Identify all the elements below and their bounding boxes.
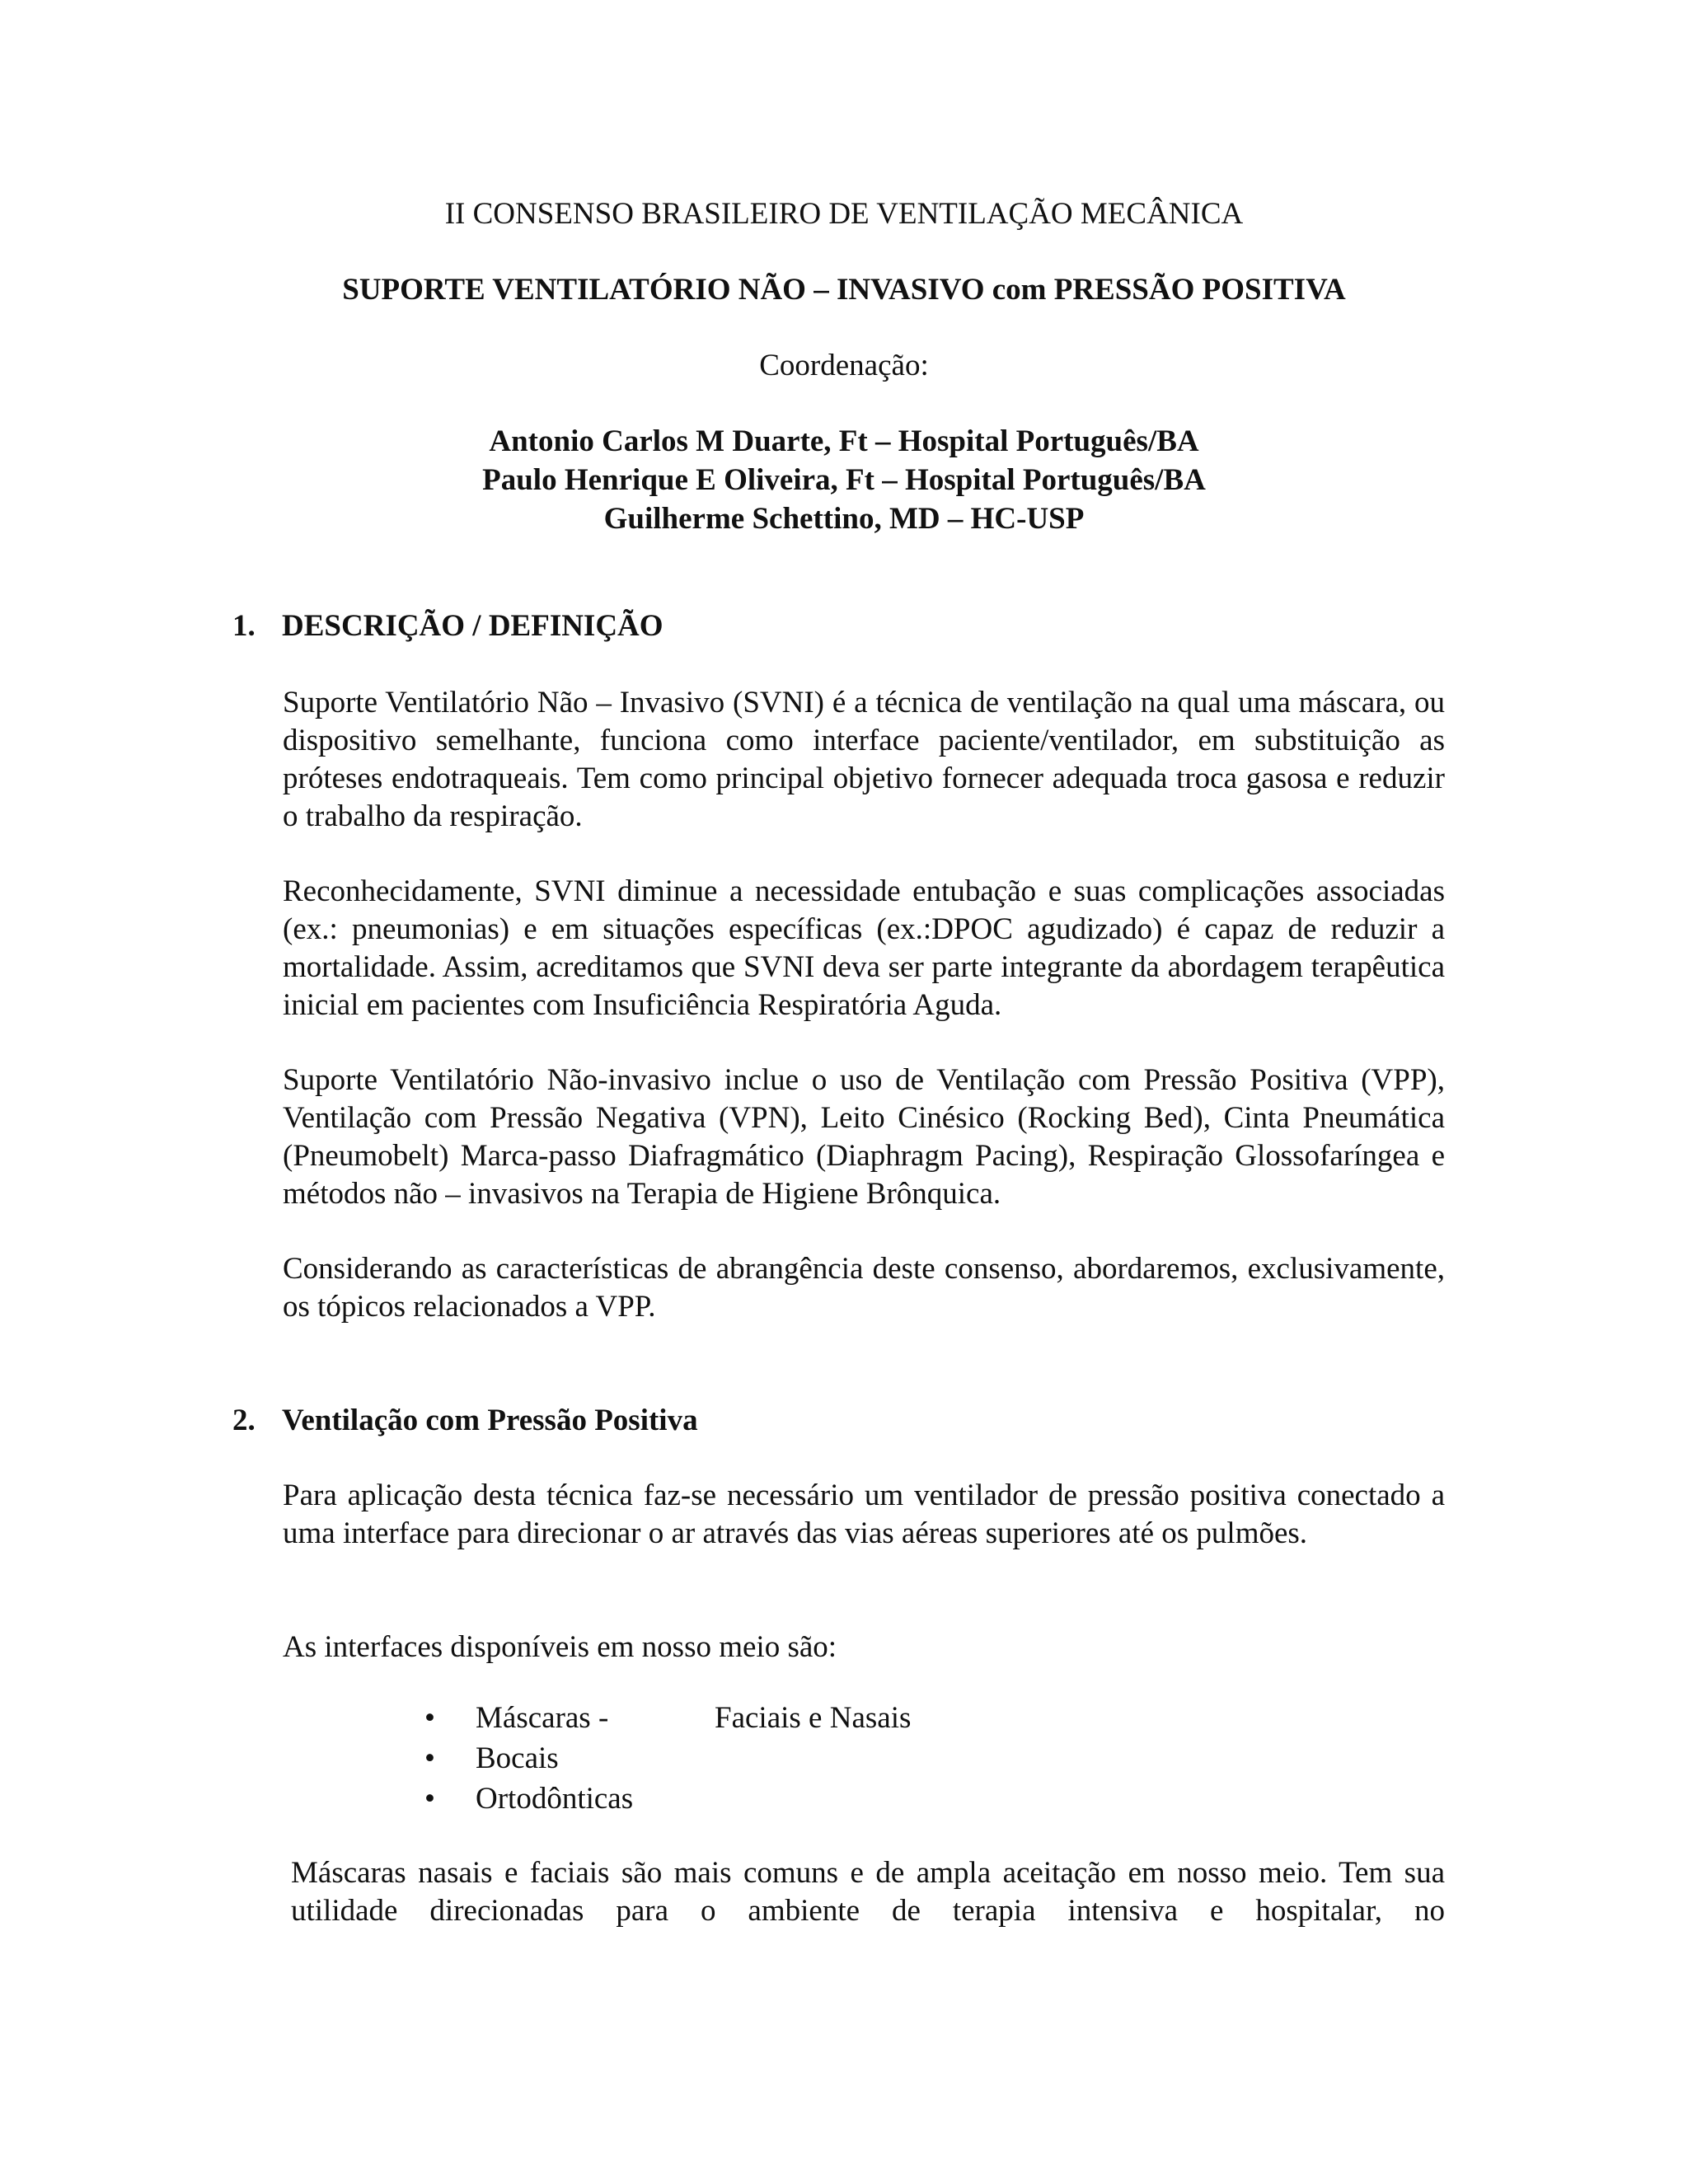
list-item-detail: Faciais e Nasais [715, 1701, 912, 1735]
list-item-label: Ortodônticas [476, 1782, 634, 1816]
interfaces-list [424, 1698, 911, 1819]
list-item [424, 1779, 911, 1819]
document-title: II CONSENSO BRASILEIRO DE VENTILAÇÃO MECÂNICA [444, 197, 1244, 231]
section-2-paragraph-2: As interfaces disponíveis em nosso meio são: [283, 1630, 837, 1664]
section-1-paragraph-2: Reconhecidamente, SVNI diminue a necessidade entubação e suas complicações associadas (ex.: pneumonias) e em situações específicas (ex.:DPOC agudizado) é capaz de reduzir a mortalidade. Assim, acreditamos que SVNI deva ser parte integrante da abordagem terapêutica inicial em pacientes com Insuficiência Respiratória Aguda. [283, 874, 1445, 1022]
section-2-number: 2. [232, 1404, 256, 1437]
author-2: Paulo Henrique E Oliveira, Ft – Hospital Português/BA [482, 463, 1206, 497]
section-1-heading [232, 608, 663, 644]
section-2-title: Ventilação com Pressão Positiva [282, 1404, 698, 1437]
section-1-paragraph-1: Suporte Ventilatório Não – Invasivo (SVNI) é a técnica de ventilação na qual uma máscara, ou dispositivo semelhante, funciona como interface paciente/ventilador, em substituição as próteses endotraqueais. Tem como principal objetivo fornecer adequada troca gasosa e reduzir o trabalho da respiração. [283, 686, 1445, 833]
list-item [424, 1738, 911, 1779]
list-item-label: Bocais [476, 1741, 559, 1775]
section-2-closing-paragraph: Máscaras nasais e faciais são mais comuns e de ampla aceitação em nosso meio. Tem sua utilidade direcionadas para o ambiente de terapia intensiva e hospitalar, no [291, 1856, 1445, 1928]
author-1: Antonio Carlos M Duarte, Ft – Hospital Português/BA [489, 424, 1199, 458]
section-1-title: DESCRIÇÃO / DEFINIÇÃO [282, 609, 663, 643]
section-1-paragraph-3: Suporte Ventilatório Não-invasivo inclue o uso de Ventilação com Pressão Positiva (VPP), Ventilação com Pressão Negativa (VPN), Leito Cinésico (Rocking Bed), Cinta Pneumática (Pneumobelt) Marca-passo Diafragmático (Diaphragm Pacing), Respiração Glossofaríngea e métodos não – invasivos na Terapia de Higiene Brônquica. [283, 1063, 1445, 1211]
list-item-label: Máscaras - [476, 1701, 609, 1735]
list-item [424, 1698, 911, 1738]
document-subtitle: SUPORTE VENTILATÓRIO NÃO – INVASIVO com PRESSÃO POSITIVA [342, 273, 1346, 307]
section-1-number: 1. [232, 609, 256, 643]
author-line [0, 422, 1688, 538]
author-3: Guilherme Schettino, MD – HC-USP [603, 502, 1085, 536]
section-2-heading [232, 1403, 698, 1438]
coordination-label: Coordenação: [759, 349, 929, 382]
section-2-paragraph-1: Para aplicação desta técnica faz-se necessário um ventilador de pressão positiva conectado a uma interface para direcionar o ar através das vias aéreas superiores até os pulmões. [283, 1479, 1445, 1550]
section-1-paragraph-4: Considerando as características de abrangência deste consenso, abordaremos, exclusivamente, os tópicos relacionados a VPP. [283, 1252, 1445, 1324]
